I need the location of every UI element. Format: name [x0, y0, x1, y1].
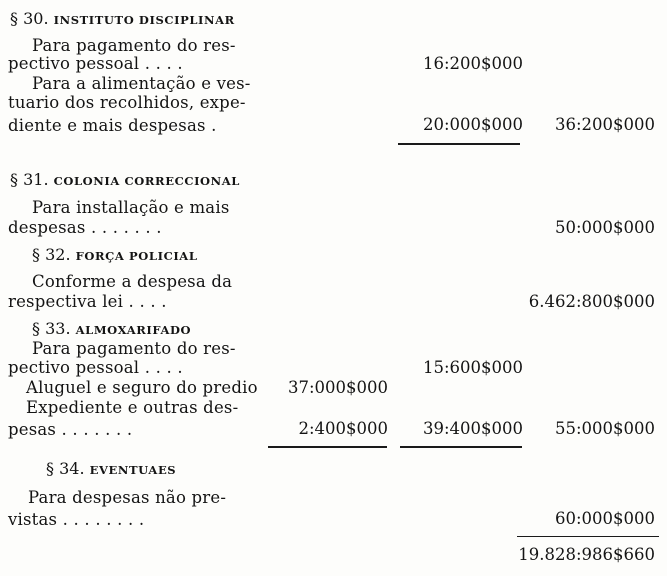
amount-total: 36:200$000: [554, 115, 655, 134]
item-text: tuario dos recolhidos, expe-: [8, 93, 246, 112]
amount-partial: 20:000$000: [422, 115, 523, 134]
item-text: despesas . . . . . . .: [8, 218, 162, 237]
amount-item: 2:400$000: [298, 419, 388, 438]
item-text: Para pagamento do res-: [32, 339, 236, 358]
amount-subtotal: 39:400$000: [422, 419, 523, 438]
grand-total: 19.828:986$660: [518, 545, 655, 564]
item-text: Conforme a despesa da: [32, 272, 233, 291]
section-title: FORÇA POLICIAL: [75, 249, 198, 263]
section-heading: [32, 320, 191, 339]
item-text: Para pagamento do res-: [32, 36, 236, 55]
item-text: vistas . . . . . . . .: [8, 510, 145, 529]
item-text: Aluguel e seguro do predio: [26, 378, 258, 397]
amount-item: 37:000$000: [287, 378, 388, 397]
item-text: diente e mais despesas .: [8, 116, 217, 135]
section-heading: [10, 10, 235, 29]
sum-rule: [400, 446, 522, 448]
sum-rule: [268, 446, 387, 448]
amount-total: 6.462:800$000: [528, 292, 655, 311]
section-heading: [10, 171, 240, 190]
item-text: pesas . . . . . . .: [8, 420, 133, 439]
item-text: Para a alimentação e ves-: [32, 74, 251, 93]
sum-rule: [398, 143, 520, 145]
section-title: EVENTUAES: [89, 463, 177, 477]
section-number: § 33.: [32, 319, 71, 338]
amount-total: 60:000$000: [554, 509, 655, 528]
section-number: § 30.: [10, 9, 49, 28]
section-title: COLONIA CORRECCIONAL: [53, 174, 240, 188]
amount-total: 50:000$000: [554, 218, 655, 237]
section-number: § 31.: [10, 170, 49, 189]
item-text: Para installação e mais: [32, 198, 230, 217]
item-text: respectiva lei . . . .: [8, 292, 167, 311]
section-number: § 32.: [32, 245, 71, 264]
section-title: ALMOXARIFADO: [75, 323, 192, 337]
item-text: pectivo pessoal . . . .: [8, 358, 183, 377]
amount-total: 55:000$000: [554, 419, 655, 438]
item-text: pectivo pessoal . . . .: [8, 54, 183, 73]
sum-rule: [517, 536, 659, 537]
amount-partial: 16:200$000: [422, 54, 523, 73]
item-text: Expediente e outras des-: [26, 398, 239, 417]
section-heading: [46, 460, 176, 479]
amount-partial: 15:600$000: [422, 358, 523, 377]
section-number: § 34.: [46, 459, 85, 478]
item-text: Para despesas não pre-: [28, 488, 227, 507]
section-heading: [32, 246, 198, 265]
section-title: INSTITUTO DISCIPLINAR: [53, 13, 235, 27]
